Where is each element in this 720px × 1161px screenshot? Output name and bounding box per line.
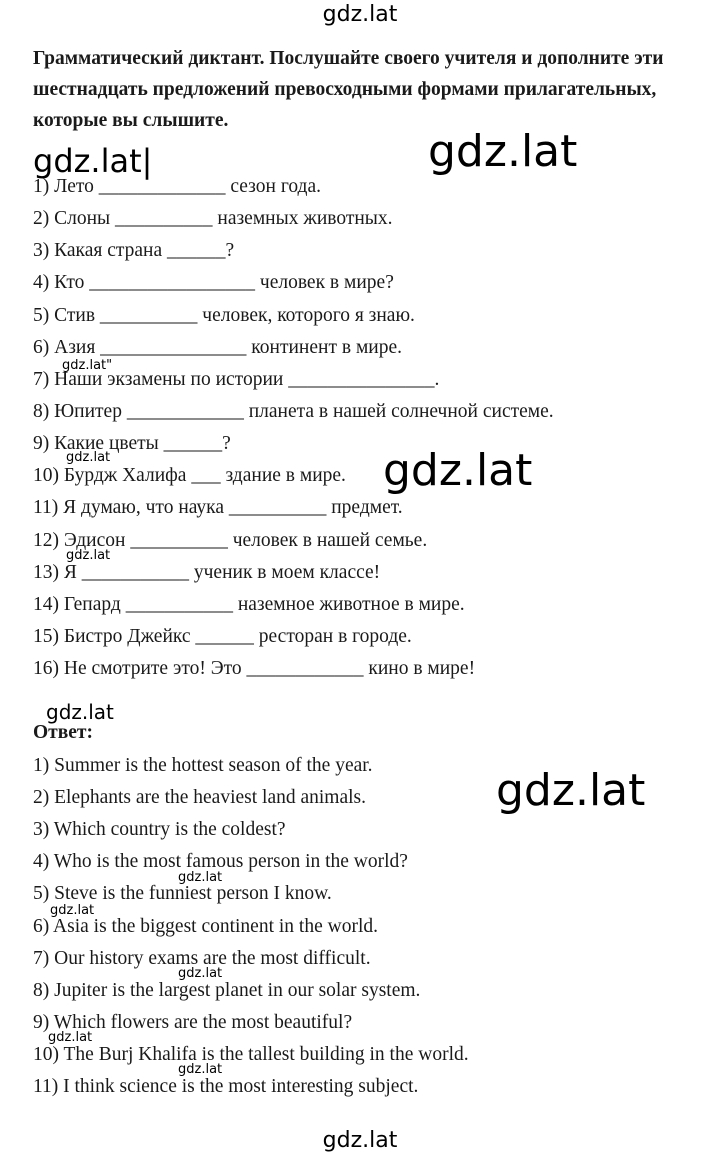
answer-sentence: 9) Which flowers are the most beautiful? xyxy=(33,1012,353,1033)
exercise-sentence: 1) Лето _____________ сезон года. xyxy=(33,176,321,197)
watermark: gdz.lat| xyxy=(33,142,153,180)
answer-sentence: 5) Steve is the funniest person I know. xyxy=(33,883,332,904)
instruction-text: Грамматический диктант. Послушайте своего учителя и дополните эти шестнадцать предложений превосходными формами прилагательных, которые вы слышите. xyxy=(33,48,664,131)
watermark: gdz.lat xyxy=(496,765,646,816)
exercise-sentence: 12) Эдисон __________ человек в нашей семье. xyxy=(33,530,428,551)
answer-sentence: 1) Summer is the hottest season of the year. xyxy=(33,755,373,776)
exercise-sentence: 13) Я ___________ ученик в моем классе! xyxy=(33,562,381,583)
answer-sentence: 11) I think science is the most interesting subject. xyxy=(33,1076,419,1097)
watermark: gdz.lat xyxy=(383,445,533,496)
answer-sentence: 4) Who is the most famous person in the world? xyxy=(33,851,408,872)
watermark: gdz.lat xyxy=(50,903,95,918)
exercise-sentence: 2) Слоны __________ наземных животных. xyxy=(33,208,393,229)
watermark: gdz.lat xyxy=(48,1030,93,1045)
exercise-sentence: 7) Наши экзамены по истории _______________. xyxy=(33,369,440,390)
exercise-sentence: 6) Азия _______________ континент в мире. xyxy=(33,337,402,358)
answer-sentence: 7) Our history exams are the most difficult. xyxy=(33,948,371,969)
watermark-top: gdz.lat xyxy=(322,2,398,27)
answer-sentence: 2) Elephants are the heaviest land animals. xyxy=(33,787,367,808)
exercise-sentence: 4) Кто _________________ человек в мире? xyxy=(33,272,394,293)
exercise-sentence: 3) Какая страна ______? xyxy=(33,240,235,261)
exercise-sentence: 14) Гепард ___________ наземное животное в мире. xyxy=(33,594,465,615)
exercise-sentence: 16) Не смотрите это! Это ____________ кино в мире! xyxy=(33,658,476,679)
watermark: gdz.lat xyxy=(428,126,578,177)
answer-sentence: 6) Asia is the biggest continent in the world. xyxy=(33,916,378,937)
watermark: gdz.lat xyxy=(178,1062,223,1077)
answer-heading: Ответ: xyxy=(33,722,94,743)
watermark: gdz.lat xyxy=(66,548,111,563)
exercise-sentence: 9) Какие цветы ______? xyxy=(33,433,231,454)
exercise-sentence: 10) Бурдж Халифа ___ здание в мире. xyxy=(33,465,346,486)
answer-sentence: 8) Jupiter is the largest planet in our solar system. xyxy=(33,980,421,1001)
watermark: gdz.lat xyxy=(46,700,114,724)
watermark: gdz.lat xyxy=(66,450,111,465)
watermark: gdz.lat xyxy=(178,966,223,981)
watermark: gdz.lat xyxy=(178,870,223,885)
exercise-sentence: 5) Стив __________ человек, которого я знаю. xyxy=(33,305,415,326)
exercise-sentence: 15) Бистро Джейкс ______ ресторан в городе. xyxy=(33,626,412,647)
exercise-sentence: 11) Я думаю, что наука __________ предмет. xyxy=(33,497,403,518)
exercise-sentence: 8) Юпитер ____________ планета в нашей солнечной системе. xyxy=(33,401,554,422)
watermark: gdz.lat" xyxy=(62,358,113,373)
answer-sentence: 10) The Burj Khalifa is the tallest building in the world. xyxy=(33,1044,469,1065)
watermark-bottom: gdz.lat xyxy=(322,1128,398,1153)
answer-sentence: 3) Which country is the coldest? xyxy=(33,819,286,840)
